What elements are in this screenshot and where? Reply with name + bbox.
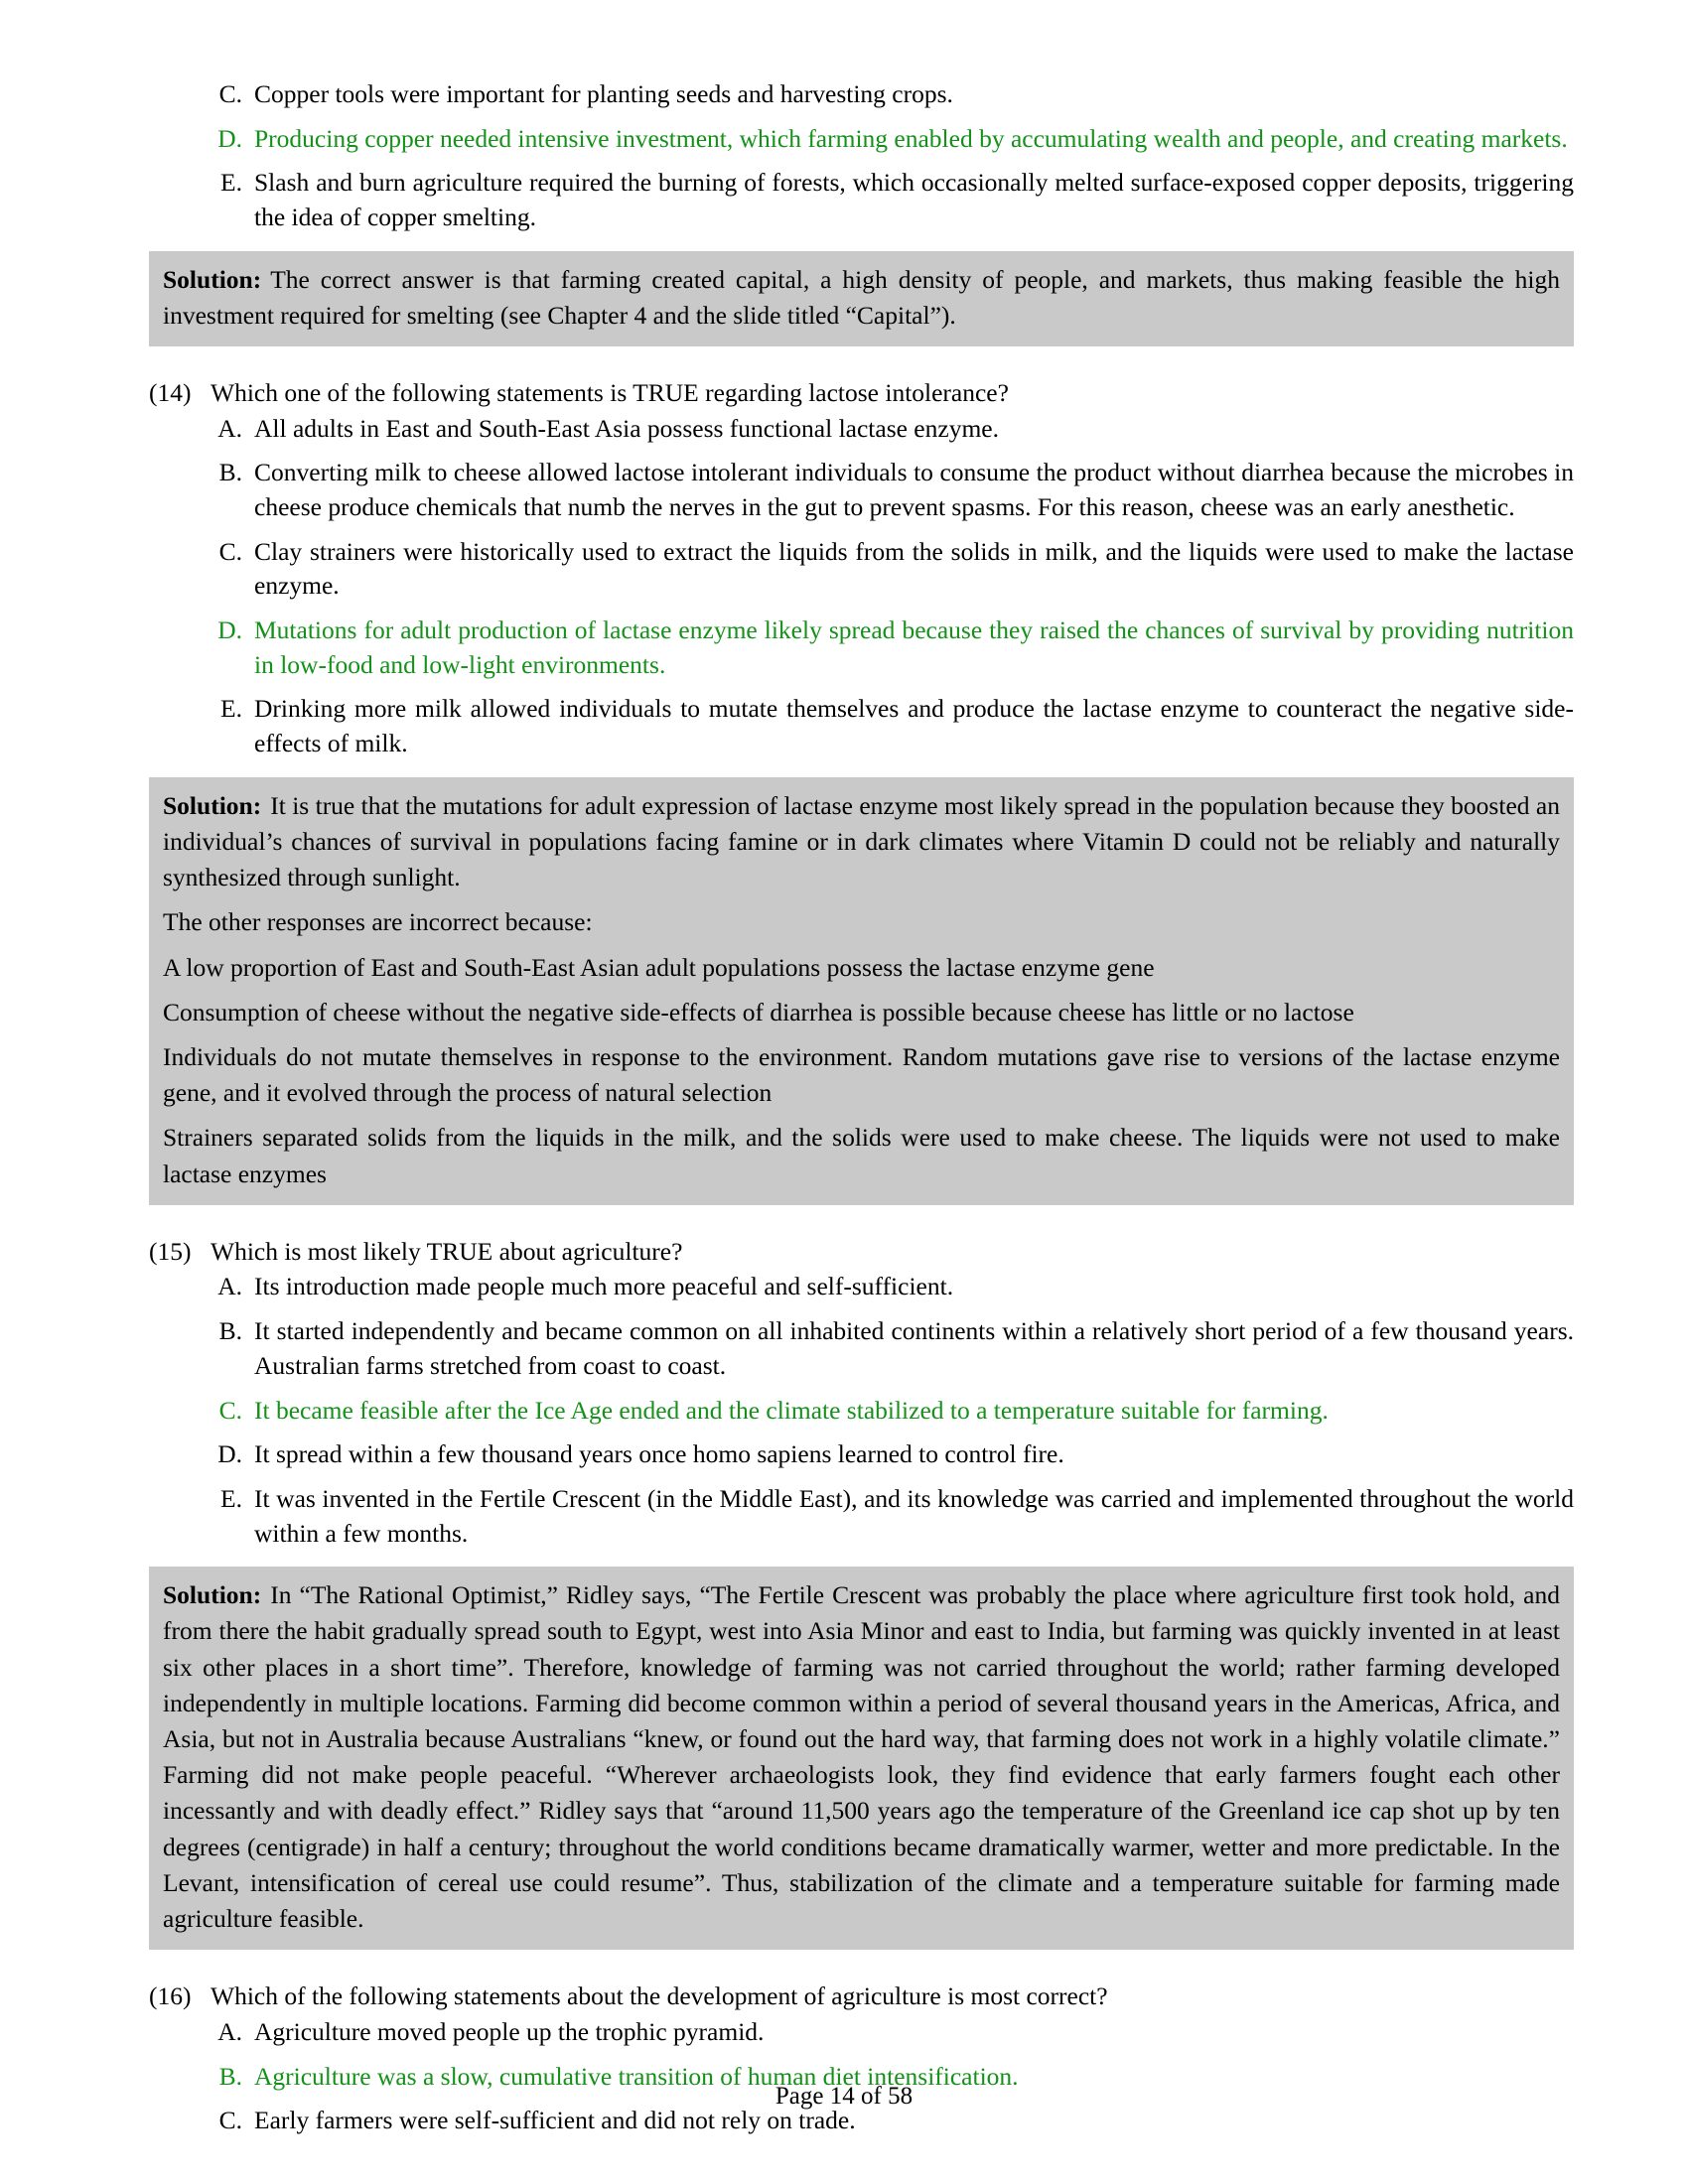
option-text: It started independently and became common on all inhabited continents within a relatively short period of a few thousand years. Australian farms stretched from coast to coast. [254, 1316, 1574, 1380]
option-label: E. [220, 168, 242, 198]
option-row-correct [149, 122, 1574, 157]
solution-paragraph: A low proportion of East and South-East Asian adult populations possess the lactase enzyme gene [163, 952, 1155, 982]
solution-text: In “The Rational Optimist,” Ridley says, “The Fertile Crescent was probably the place where agriculture first took hold, and from there the habit gradually spread south to Egypt, west into Asia Minor and east to India, but farming was quickly invented in at least six other places in a short time”. Therefore, knowledge of farming was not carried throughout the world; rather farming developed independently in multiple locations. Farming did become common within a period of several thousand years in the Americas, Africa, and Asia, but not in Australia because Australians “knew, or found out the hard way, that farming does not work in a highly volatile climate.” Farming did not make people peaceful. “Wherever archaeologists look, they find evidence that early farmers fought each other incessantly and with deadly effect.” Ridley says that “around 11,500 years ago the temperature of the Greenland ice cap shot up by ten degrees (centigrade) in half a century; throughout the world conditions became dramatically warmer, wetter and more predictable. In the Levant, intensification of cereal use could resume”. Thus, stabilization of the climate and a temperature suitable for farming made agriculture feasible. [163, 1580, 1560, 1934]
option-text: Early farmers were self-sufficient and did not rely on trade. [254, 2106, 856, 2135]
option-row [149, 77, 1574, 112]
option-row [149, 1270, 1574, 1304]
solution-text: It is true that the mutations for adult expression of lactase enzyme most likely spread in the population because they boosted an individual’s chances of survival in populations facing famine or in dark climates where Vitamin D could not be reliably and naturally synthesized through sunlight. [163, 790, 1560, 892]
option-label: C. [218, 1395, 242, 1425]
option-row [149, 2015, 1574, 2050]
option-text: It was invented in the Fertile Crescent (in the Middle East), and its knowledge was carried and implemented throughout the world within a few months. [254, 1483, 1574, 1548]
solution-paragraph: Consumption of cheese without the negative side-effects of diarrhea is possible because cheese has little or no lactose [163, 997, 1354, 1026]
solution-box [149, 777, 1574, 1205]
option-row [149, 166, 1574, 234]
option-text: All adults in East and South-East Asia possess functional lactase enzyme. [254, 413, 999, 443]
option-label: D. [217, 123, 242, 153]
option-row [149, 1482, 1574, 1551]
option-row [149, 692, 1574, 760]
option-text: Agriculture was a slow, cumulative transition of human diet intensification. [254, 2061, 1019, 2091]
option-row-correct [149, 1394, 1574, 1429]
option-row [149, 535, 1574, 604]
option-label: B. [218, 458, 242, 487]
option-label: A. [217, 413, 242, 443]
option-text: Slash and burn agriculture required the burning of forests, which occasionally melted surface-exposed copper deposits, triggering the idea of copper smelting. [254, 168, 1574, 232]
solution-label: Solution: [163, 1580, 262, 1610]
question-number: (16) [149, 1981, 192, 2011]
question-number: (14) [149, 378, 192, 408]
option-text: Clay strainers were historically used to extract the liquids from the solids in milk, and the liquids were used to make the lactase enzyme. [254, 536, 1574, 601]
option-label: B. [218, 2061, 242, 2091]
option-row [149, 412, 1574, 447]
question-14-heading [149, 376, 1574, 410]
solution-paragraph: Individuals do not mutate themselves in response to the environment. Random mutations gave rise to versions of the lactase enzyme gene, and it evolved through the process of natural selection [163, 1042, 1560, 1108]
question-15-options [149, 1270, 1574, 1551]
solution-label: Solution: [163, 790, 262, 820]
question-14-options [149, 412, 1574, 761]
solution-paragraph [163, 1577, 1560, 1937]
option-text: Copper tools were important for planting seeds and harvesting crops. [254, 79, 953, 108]
solution-paragraph [163, 788, 1560, 896]
option-label: A. [217, 1272, 242, 1301]
option-row [149, 456, 1574, 524]
option-label: C. [218, 2106, 242, 2135]
page-number-label: Page 14 of 58 [774, 2083, 914, 2110]
option-text: Mutations for adult production of lactase enzyme likely spread because they raised the chances of survival by providing nutrition in low-food and low-light environments. [254, 615, 1574, 679]
solution-box [149, 251, 1574, 346]
option-row [149, 1437, 1574, 1472]
solution-text: The correct answer is that farming created capital, a high density of people, and markets, thus making feasible the high investment required for smelting (see Chapter 4 and the slide titled “Capital”). [163, 264, 1560, 330]
option-label: E. [220, 1483, 242, 1513]
question-text: Which is most likely TRUE about agriculture? [211, 1236, 683, 1266]
solution-paragraph: Strainers separated solids from the liquids in the milk, and the solids were used to make cheese. The liquids were not used to make lactase enzymes [163, 1123, 1560, 1188]
solution-box [149, 1567, 1574, 1950]
option-text: It spread within a few thousand years once homo sapiens learned to control fire. [254, 1439, 1064, 1469]
option-label: D. [217, 615, 242, 645]
question-text: Which of the following statements about the development of agriculture is most correct? [211, 1981, 1108, 2011]
question-16-options [149, 2015, 1574, 2138]
option-text: Converting milk to cheese allowed lactose intolerant individuals to consume the product without diarrhea because the microbes in cheese produce chemicals that numb the nerves in the gut to prevent spasms. For this reason, cheese was an early anesthetic. [254, 458, 1574, 522]
option-text: It became feasible after the Ice Age ended and the climate stabilized to a temperature suitable for farming. [254, 1395, 1329, 1425]
option-label: D. [217, 1439, 242, 1469]
solution-paragraph [163, 262, 1560, 334]
continued-question-options [149, 77, 1574, 235]
option-row [149, 1314, 1574, 1383]
option-text: Producing copper needed intensive investment, which farming enabled by accumulating wealth and people, and creating markets. [254, 123, 1568, 153]
option-label: B. [218, 1316, 242, 1346]
option-text: Its introduction made people much more peaceful and self-sufficient. [254, 1272, 954, 1301]
option-label: C. [218, 536, 242, 566]
question-text: Which one of the following statements is TRUE regarding lactose intolerance? [211, 378, 1009, 408]
option-text: Drinking more milk allowed individuals to mutate themselves and produce the lactase enzyme to counteract the negative side-effects of milk. [254, 694, 1574, 758]
option-row-correct [149, 614, 1574, 682]
page-content [149, 77, 1574, 2148]
option-text: Agriculture moved people up the trophic pyramid. [254, 2016, 765, 2046]
question-15-heading [149, 1235, 1574, 1269]
question-number: (15) [149, 1236, 192, 1266]
option-label: A. [217, 2016, 242, 2046]
option-label: E. [220, 694, 242, 724]
solution-paragraph: The other responses are incorrect because: [163, 907, 593, 937]
option-label: C. [218, 79, 242, 108]
question-16-heading [149, 1979, 1574, 2013]
page-footer [0, 2083, 1688, 2111]
solution-label: Solution: [163, 264, 262, 294]
